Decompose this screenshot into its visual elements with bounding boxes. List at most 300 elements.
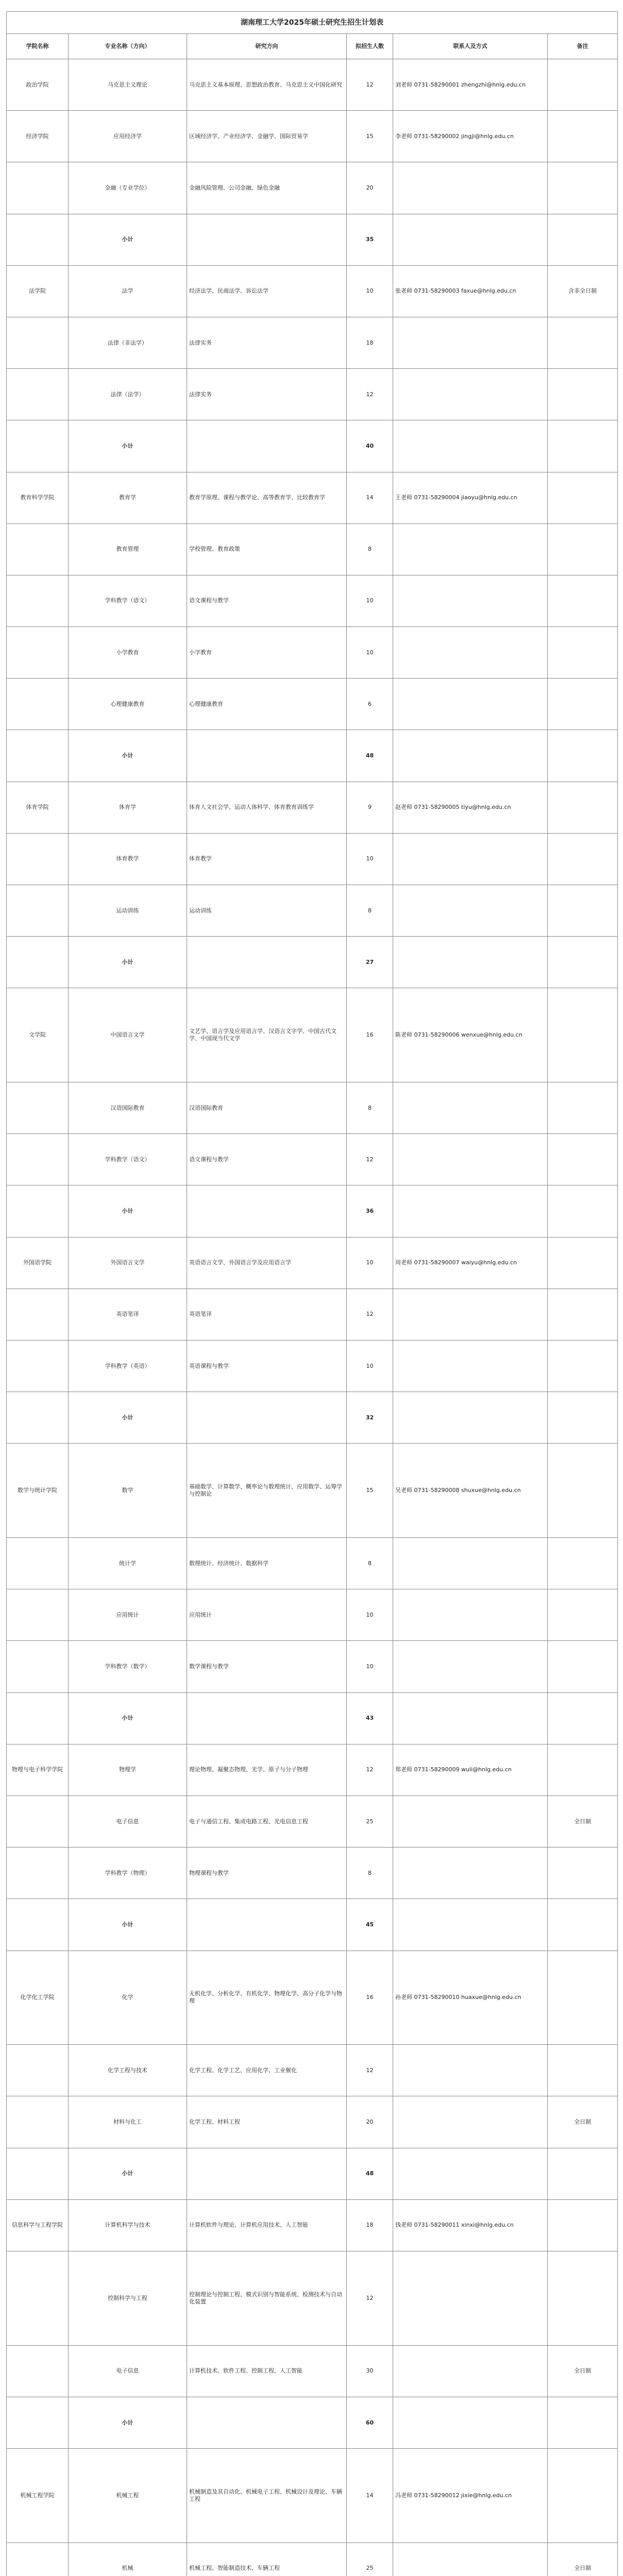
- count-cell: 12: [347, 1289, 393, 1340]
- table-row: [7, 2397, 618, 2448]
- major-cell: 马克思主义理论: [69, 59, 187, 111]
- school-cell: [7, 2148, 69, 2199]
- count-cell: 12: [347, 59, 393, 111]
- contact-cell: [393, 2251, 548, 2346]
- school-cell: 机械工程学院: [7, 2449, 69, 2543]
- major-cell: 统计学: [69, 1538, 187, 1589]
- school-cell: [7, 162, 69, 214]
- contact-cell: [393, 523, 548, 575]
- contact-cell: [393, 1341, 548, 1392]
- note-cell: [548, 627, 618, 679]
- table-row: [7, 369, 618, 420]
- major-cell: 教育学: [69, 472, 187, 523]
- school-cell: [7, 1134, 69, 1185]
- note-cell: [548, 1134, 618, 1185]
- note-cell: [548, 472, 618, 523]
- note-cell: 全日制: [548, 2345, 618, 2397]
- school-cell: 政治学院: [7, 59, 69, 111]
- contact-cell: 李老师 0731-58290002 jingji@hnlg.edu.cn: [393, 111, 548, 162]
- contact-cell: [393, 1082, 548, 1134]
- school-cell: [7, 1641, 69, 1692]
- school-cell: [7, 1538, 69, 1589]
- count-cell: 16: [347, 1951, 393, 2045]
- direction-cell: 语文课程与教学: [187, 575, 347, 626]
- table-row: [7, 2045, 618, 2096]
- table-row: [7, 1082, 618, 1134]
- count-cell: 10: [347, 1341, 393, 1392]
- note-cell: [548, 2449, 618, 2543]
- header-contact: 联系人及方式: [393, 34, 548, 59]
- direction-cell: 化学工程、材料工程: [187, 2096, 347, 2148]
- count-cell: 8: [347, 1848, 393, 1899]
- direction-cell: 计算机技术、软件工程、控制工程、人工智能: [187, 2345, 347, 2397]
- school-cell: [7, 1185, 69, 1237]
- major-cell: 法律（非法学）: [69, 317, 187, 368]
- table-header-row: [7, 34, 618, 59]
- contact-cell: 郑老师 0731-58290009 wuli@hnlg.edu.cn: [393, 1744, 548, 1795]
- major-cell: 体育教学: [69, 833, 187, 885]
- direction-cell: [187, 1899, 347, 1951]
- table-row: [7, 1185, 618, 1237]
- major-cell: 中国语言文学: [69, 988, 187, 1082]
- major-cell: 小计: [69, 1185, 187, 1237]
- major-cell: 小计: [69, 730, 187, 782]
- note-cell: [548, 1899, 618, 1951]
- major-cell: 小计: [69, 2148, 187, 2199]
- major-cell: 外国语言文学: [69, 1237, 187, 1289]
- table-row: [7, 2148, 618, 2199]
- direction-cell: 经济法学、民商法学、诉讼法学: [187, 265, 347, 317]
- school-cell: 外国语学院: [7, 1237, 69, 1289]
- contact-cell: [393, 2045, 548, 2096]
- school-cell: [7, 1796, 69, 1848]
- direction-cell: [187, 1392, 347, 1444]
- direction-cell: 理论物理、凝聚态物理、光学、原子与分子物理: [187, 1744, 347, 1795]
- school-cell: 法学院: [7, 265, 69, 317]
- school-cell: [7, 1289, 69, 1340]
- table-row: [7, 2543, 618, 2576]
- direction-cell: 数学课程与教学: [187, 1641, 347, 1692]
- contact-cell: 冯老师 0731-58290012 jixie@hnlg.edu.cn: [393, 2449, 548, 2543]
- count-cell: 60: [347, 2397, 393, 2448]
- school-cell: [7, 833, 69, 885]
- contact-cell: [393, 420, 548, 472]
- school-cell: [7, 2045, 69, 2096]
- note-cell: [548, 523, 618, 575]
- school-cell: [7, 1341, 69, 1392]
- contact-cell: [393, 214, 548, 265]
- direction-cell: 小学教育: [187, 627, 347, 679]
- count-cell: 35: [347, 214, 393, 265]
- count-cell: 10: [347, 575, 393, 626]
- note-cell: [548, 162, 618, 214]
- note-cell: [548, 988, 618, 1082]
- table-row: [7, 59, 618, 111]
- table-row: [7, 1341, 618, 1392]
- count-cell: 27: [347, 937, 393, 988]
- school-cell: 信息科学与工程学院: [7, 2199, 69, 2251]
- major-cell: 小计: [69, 420, 187, 472]
- table-row: [7, 833, 618, 885]
- major-cell: 小计: [69, 2397, 187, 2448]
- enrollment-plan-table: [6, 11, 618, 2576]
- note-cell: [548, 1538, 618, 1589]
- contact-cell: [393, 1589, 548, 1641]
- school-cell: 数学与统计学院: [7, 1444, 69, 1538]
- direction-cell: 体育人文社会学、运动人体科学、体育教育训练学: [187, 782, 347, 833]
- note-cell: [548, 679, 618, 730]
- note-cell: 全日制: [548, 1796, 618, 1848]
- table-row: [7, 730, 618, 782]
- note-cell: [548, 2397, 618, 2448]
- contact-cell: [393, 1134, 548, 1185]
- contact-cell: [393, 833, 548, 885]
- note-cell: [548, 937, 618, 988]
- direction-cell: [187, 1185, 347, 1237]
- note-cell: [548, 1392, 618, 1444]
- count-cell: 25: [347, 2543, 393, 2576]
- major-cell: 应用统计: [69, 1589, 187, 1641]
- contact-cell: [393, 2345, 548, 2397]
- major-cell: 小学教育: [69, 627, 187, 679]
- direction-cell: 电子与通信工程、集成电路工程、光电信息工程: [187, 1796, 347, 1848]
- contact-cell: 刘老师 0731-58290001 zhengzhi@hnlg.edu.cn: [393, 59, 548, 111]
- count-cell: 16: [347, 988, 393, 1082]
- major-cell: 机械: [69, 2543, 187, 2576]
- major-cell: 法律（法学）: [69, 369, 187, 420]
- note-cell: [548, 59, 618, 111]
- note-cell: [548, 575, 618, 626]
- note-cell: [548, 317, 618, 368]
- note-cell: [548, 2148, 618, 2199]
- table-row: [7, 1796, 618, 1848]
- direction-cell: 控制理论与控制工程、模式识别与智能系统、检测技术与自动化装置: [187, 2251, 347, 2346]
- contact-cell: [393, 1796, 548, 1848]
- contact-cell: 周老师 0731-58290007 waiyu@hnlg.edu.cn: [393, 1237, 548, 1289]
- direction-cell: [187, 2148, 347, 2199]
- note-cell: [548, 1589, 618, 1641]
- count-cell: 48: [347, 2148, 393, 2199]
- note-cell: 全日制: [548, 2543, 618, 2576]
- contact-cell: [393, 1392, 548, 1444]
- note-cell: [548, 1082, 618, 1134]
- table-row: [7, 1289, 618, 1340]
- count-cell: 15: [347, 111, 393, 162]
- count-cell: 12: [347, 1744, 393, 1795]
- direction-cell: 物理课程与教学: [187, 1848, 347, 1899]
- direction-cell: [187, 730, 347, 782]
- table-row: [7, 1237, 618, 1289]
- direction-cell: 化学工程、化学工艺、应用化学、工业催化: [187, 2045, 347, 2096]
- school-cell: [7, 937, 69, 988]
- note-cell: [548, 2251, 618, 2346]
- school-cell: [7, 679, 69, 730]
- direction-cell: 无机化学、分析化学、有机化学、物理化学、高分子化学与物理: [187, 1951, 347, 2045]
- major-cell: 教育管理: [69, 523, 187, 575]
- note-cell: [548, 214, 618, 265]
- direction-cell: 教育学原理、课程与教学论、高等教育学、比较教育学: [187, 472, 347, 523]
- major-cell: 心理健康教育: [69, 679, 187, 730]
- school-cell: [7, 2345, 69, 2397]
- school-cell: [7, 1692, 69, 1744]
- count-cell: 10: [347, 1641, 393, 1692]
- direction-cell: 计算机软件与理论、计算机应用技术、人工智能: [187, 2199, 347, 2251]
- contact-cell: [393, 1641, 548, 1692]
- table-row: [7, 214, 618, 265]
- count-cell: 10: [347, 833, 393, 885]
- contact-cell: 赵老师 0731-58290005 tiyu@hnlg.edu.cn: [393, 782, 548, 833]
- table-row: [7, 1899, 618, 1951]
- note-cell: [548, 1289, 618, 1340]
- direction-cell: 心理健康教育: [187, 679, 347, 730]
- table-row: [7, 679, 618, 730]
- table-row: [7, 472, 618, 523]
- note-cell: [548, 1951, 618, 2045]
- note-cell: [548, 1444, 618, 1538]
- direction-cell: 体育教学: [187, 833, 347, 885]
- direction-cell: 汉语国际教育: [187, 1082, 347, 1134]
- contact-cell: 孙老师 0731-58290010 huaxue@hnlg.edu.cn: [393, 1951, 548, 2045]
- school-cell: [7, 2096, 69, 2148]
- school-cell: [7, 1899, 69, 1951]
- table-row: [7, 1392, 618, 1444]
- school-cell: [7, 214, 69, 265]
- count-cell: 6: [347, 679, 393, 730]
- major-cell: 小计: [69, 1899, 187, 1951]
- school-cell: [7, 1848, 69, 1899]
- note-cell: [548, 2045, 618, 2096]
- major-cell: 金融（专业学位）: [69, 162, 187, 214]
- school-cell: [7, 369, 69, 420]
- count-cell: 8: [347, 885, 393, 937]
- major-cell: 体育学: [69, 782, 187, 833]
- table-row: [7, 2199, 618, 2251]
- major-cell: 小计: [69, 214, 187, 265]
- direction-cell: 运动训练: [187, 885, 347, 937]
- school-cell: 物理与电子科学学院: [7, 1744, 69, 1795]
- direction-cell: 数理统计、经济统计、数据科学: [187, 1538, 347, 1589]
- school-cell: [7, 1082, 69, 1134]
- direction-cell: 应用统计: [187, 1589, 347, 1641]
- count-cell: 8: [347, 523, 393, 575]
- contact-cell: [393, 1692, 548, 1744]
- direction-cell: 英语课程与教学: [187, 1341, 347, 1392]
- count-cell: 32: [347, 1392, 393, 1444]
- table-title-row: [7, 12, 618, 34]
- table-row: [7, 2449, 618, 2543]
- header-note: 备注: [548, 34, 618, 59]
- count-cell: 10: [347, 1589, 393, 1641]
- contact-cell: [393, 885, 548, 937]
- note-cell: [548, 833, 618, 885]
- school-cell: [7, 2251, 69, 2346]
- contact-cell: [393, 1899, 548, 1951]
- table-row: [7, 523, 618, 575]
- table-row: [7, 1692, 618, 1744]
- contact-cell: [393, 1289, 548, 1340]
- table-title: 湖南理工大学2025年硕士研究生招生计划表: [7, 12, 618, 34]
- table-row: [7, 627, 618, 679]
- major-cell: 计算机科学与技术: [69, 2199, 187, 2251]
- note-cell: [548, 782, 618, 833]
- count-cell: 48: [347, 730, 393, 782]
- note-cell: [548, 369, 618, 420]
- count-cell: 10: [347, 627, 393, 679]
- count-cell: 12: [347, 369, 393, 420]
- direction-cell: [187, 937, 347, 988]
- direction-cell: 金融风险管理、公司金融、绿色金融: [187, 162, 347, 214]
- count-cell: 43: [347, 1692, 393, 1744]
- school-cell: [7, 1589, 69, 1641]
- table-row: [7, 988, 618, 1082]
- major-cell: 汉语国际教育: [69, 1082, 187, 1134]
- header-school: 学院名称: [7, 34, 69, 59]
- school-cell: [7, 523, 69, 575]
- major-cell: 运动训练: [69, 885, 187, 937]
- school-cell: [7, 2397, 69, 2448]
- contact-cell: [393, 317, 548, 368]
- major-cell: 材料与化工: [69, 2096, 187, 2148]
- school-cell: [7, 627, 69, 679]
- school-cell: [7, 730, 69, 782]
- table-row: [7, 1848, 618, 1899]
- count-cell: 14: [347, 2449, 393, 2543]
- contact-cell: 吴老师 0731-58290008 shuxue@hnlg.edu.cn: [393, 1444, 548, 1538]
- table-row: [7, 1134, 618, 1185]
- contact-cell: [393, 162, 548, 214]
- table-row: [7, 2345, 618, 2397]
- contact-cell: [393, 2397, 548, 2448]
- contact-cell: [393, 1848, 548, 1899]
- table-row: [7, 885, 618, 937]
- contact-cell: [393, 1538, 548, 1589]
- direction-cell: [187, 2397, 347, 2448]
- count-cell: 25: [347, 1796, 393, 1848]
- table-row: [7, 1538, 618, 1589]
- school-cell: [7, 885, 69, 937]
- major-cell: 学科教学（物理）: [69, 1848, 187, 1899]
- count-cell: 15: [347, 1444, 393, 1538]
- contact-cell: [393, 627, 548, 679]
- note-cell: [548, 1692, 618, 1744]
- direction-cell: 机械工程、智能制造技术、车辆工程: [187, 2543, 347, 2576]
- direction-cell: 语文课程与教学: [187, 1134, 347, 1185]
- direction-cell: 机械制造及其自动化、机械电子工程、机械设计及理论、车辆工程: [187, 2449, 347, 2543]
- table-row: [7, 2251, 618, 2346]
- count-cell: 10: [347, 265, 393, 317]
- school-cell: [7, 317, 69, 368]
- table-row: [7, 1444, 618, 1538]
- major-cell: 控制科学与工程: [69, 2251, 187, 2346]
- count-cell: 36: [347, 1185, 393, 1237]
- count-cell: 14: [347, 472, 393, 523]
- note-cell: [548, 111, 618, 162]
- school-cell: 经济学院: [7, 111, 69, 162]
- contact-cell: [393, 2543, 548, 2576]
- table-row: [7, 937, 618, 988]
- note-cell: [548, 1641, 618, 1692]
- contact-cell: [393, 730, 548, 782]
- school-cell: 化学化工学院: [7, 1951, 69, 2045]
- contact-cell: 陈老师 0731-58290006 wenxue@hnlg.edu.cn: [393, 988, 548, 1082]
- school-cell: [7, 575, 69, 626]
- header-count: 拟招生人数: [347, 34, 393, 59]
- table-row: [7, 111, 618, 162]
- contact-cell: [393, 2096, 548, 2148]
- note-cell: [548, 420, 618, 472]
- contact-cell: [393, 575, 548, 626]
- contact-cell: 王老师 0731-58290004 jiaoyu@hnlg.edu.cn: [393, 472, 548, 523]
- major-cell: 化学: [69, 1951, 187, 2045]
- major-cell: 小计: [69, 1392, 187, 1444]
- note-cell: [548, 2199, 618, 2251]
- school-cell: [7, 420, 69, 472]
- major-cell: 学科教学（语文）: [69, 575, 187, 626]
- note-cell: [548, 1185, 618, 1237]
- direction-cell: 法律实务: [187, 317, 347, 368]
- note-cell: 全日制: [548, 2096, 618, 2148]
- count-cell: 20: [347, 2096, 393, 2148]
- count-cell: 45: [347, 1899, 393, 1951]
- count-cell: 8: [347, 1082, 393, 1134]
- contact-cell: 张老师 0731-58290003 faxue@hnlg.edu.cn: [393, 265, 548, 317]
- table-row: [7, 782, 618, 833]
- major-cell: 机械工程: [69, 2449, 187, 2543]
- school-cell: [7, 2543, 69, 2576]
- contact-cell: [393, 369, 548, 420]
- direction-cell: 英语语言文学、外国语言学及应用语言学: [187, 1237, 347, 1289]
- count-cell: 20: [347, 162, 393, 214]
- table-row: [7, 1641, 618, 1692]
- major-cell: 学科教学（英语）: [69, 1341, 187, 1392]
- note-cell: [548, 885, 618, 937]
- table-row: [7, 2096, 618, 2148]
- major-cell: 物理学: [69, 1744, 187, 1795]
- school-cell: [7, 1392, 69, 1444]
- count-cell: 12: [347, 1134, 393, 1185]
- major-cell: 电子信息: [69, 1796, 187, 1848]
- contact-cell: [393, 1185, 548, 1237]
- major-cell: 小计: [69, 937, 187, 988]
- count-cell: 8: [347, 1538, 393, 1589]
- major-cell: 化学工程与技术: [69, 2045, 187, 2096]
- table-row: [7, 162, 618, 214]
- count-cell: 12: [347, 2045, 393, 2096]
- count-cell: 40: [347, 420, 393, 472]
- table-row: [7, 1744, 618, 1795]
- contact-cell: [393, 2148, 548, 2199]
- direction-cell: [187, 214, 347, 265]
- note-cell: [548, 1341, 618, 1392]
- school-cell: 文学院: [7, 988, 69, 1082]
- major-cell: 应用经济学: [69, 111, 187, 162]
- major-cell: 学科教学（语文）: [69, 1134, 187, 1185]
- direction-cell: 法律实务: [187, 369, 347, 420]
- contact-cell: [393, 679, 548, 730]
- school-cell: 教育科学学院: [7, 472, 69, 523]
- table-row: [7, 575, 618, 626]
- count-cell: 18: [347, 317, 393, 368]
- direction-cell: 文艺学、语言学及应用语言学、汉语言文字学、中国古代文学、中国现当代文学: [187, 988, 347, 1082]
- note-cell: [548, 1848, 618, 1899]
- count-cell: 9: [347, 782, 393, 833]
- count-cell: 10: [347, 1237, 393, 1289]
- direction-cell: 基础数学、计算数学、概率论与数理统计、应用数学、运筹学与控制论: [187, 1444, 347, 1538]
- note-cell: [548, 730, 618, 782]
- direction-cell: 学校管理、教育政策: [187, 523, 347, 575]
- table-row: [7, 1589, 618, 1641]
- note-cell: [548, 1744, 618, 1795]
